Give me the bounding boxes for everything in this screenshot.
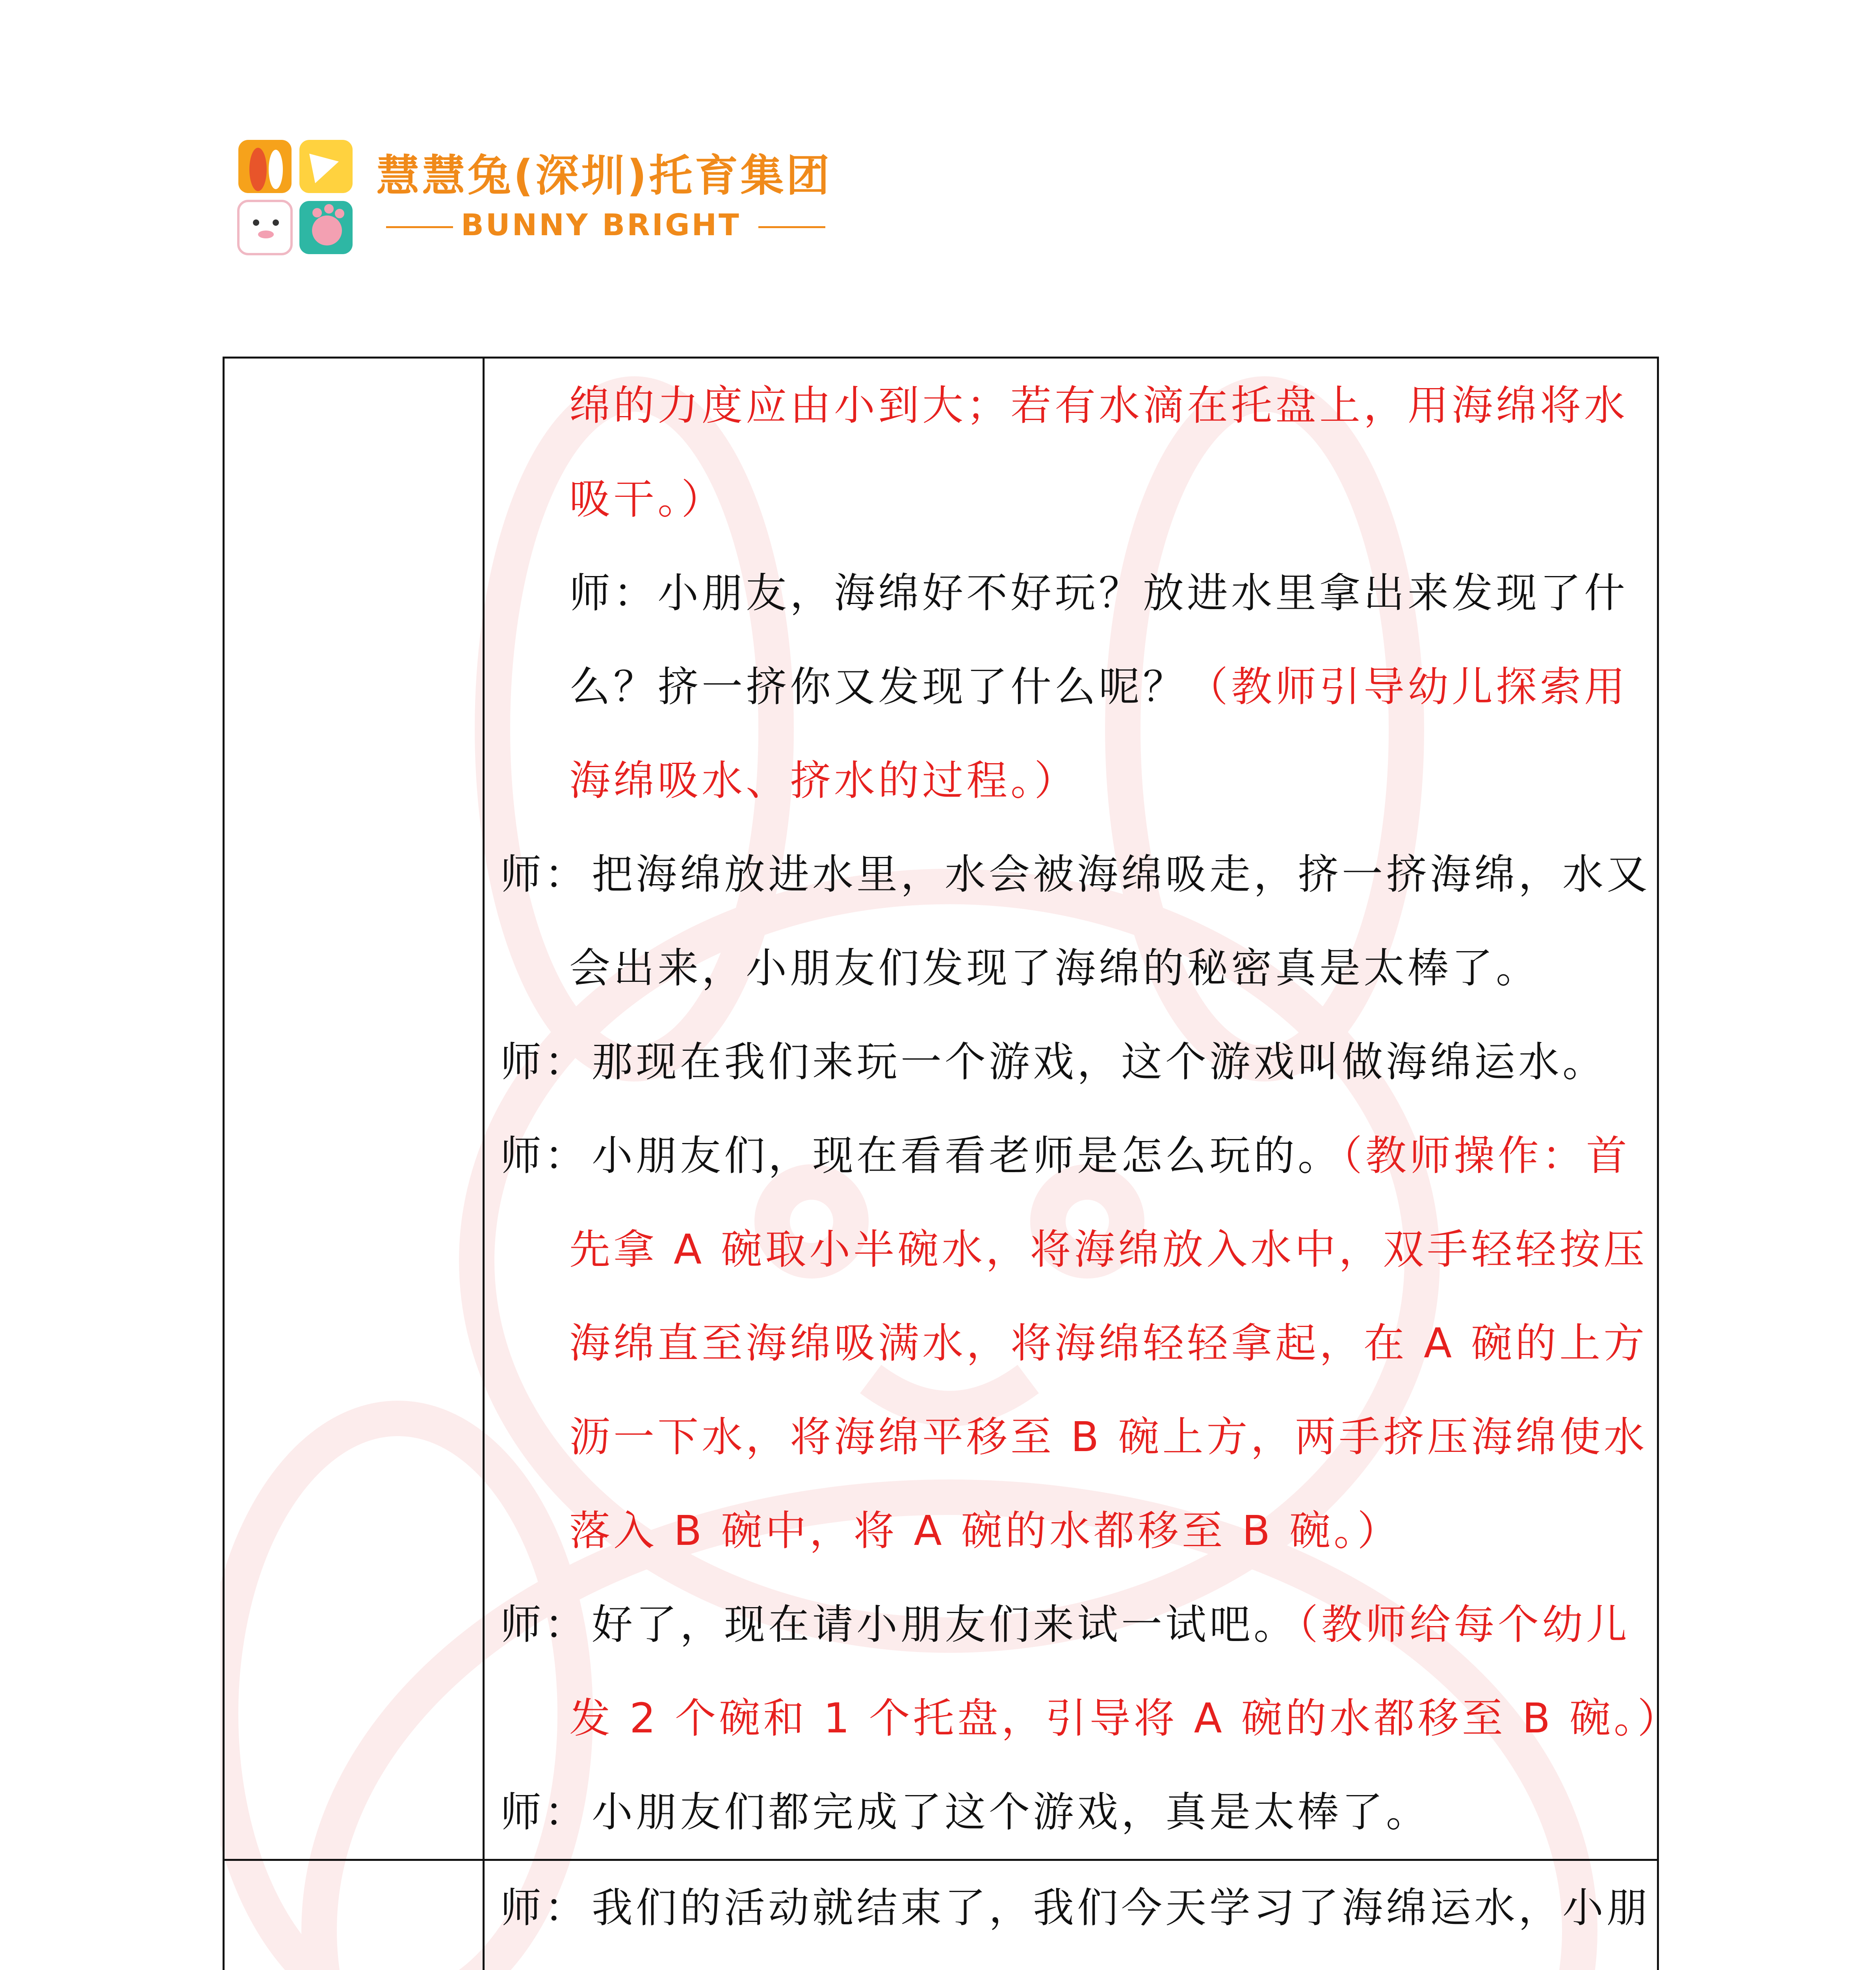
section-label-cell (224, 358, 484, 1860)
text-line: 师：小朋友们都完成了这个游戏，真是太棒了。 (500, 1788, 1430, 1836)
text-line: 师：小朋友，海绵好不好玩？放进水里拿出来发现了什 (569, 569, 1629, 617)
section-label-cell (224, 1860, 484, 1970)
text-line: 落入 B 碗中，将 A 碗的水都移至 B 碗。） (569, 1507, 1402, 1555)
text-line (485, 1955, 1645, 1970)
text-line: 会出来，小朋友们发现了海绵的秘密真是太棒了。 (569, 944, 1540, 992)
brand-header-logo (236, 130, 867, 260)
text-line: 海绵吸水、挤水的过程。） (569, 756, 1079, 805)
table-row (224, 1860, 1658, 1970)
text-line: 海绵直至海绵吸满水，将海绵轻轻拿起，在 A 碗的上方 (569, 1319, 1648, 1367)
text-line: 沥一下水，将海绵平移至 B 碗上方，两手挤压海绵使水 (569, 1413, 1648, 1461)
text-line: 么？挤一挤你又发现了什么呢？（教师引导幼儿探索用 (569, 663, 1629, 711)
text-line: 师：好了，现在请小朋友们来试一试吧。（教师给每个幼儿 (500, 1600, 1631, 1648)
text-line: 先拿 A 碗取小半碗水，将海绵放入水中，双手轻轻按压 (569, 1225, 1648, 1273)
section-content-cell (484, 358, 1682, 1860)
brand-name-en: BUNNY BRIGHT (461, 207, 741, 242)
text-line: 绵的力度应由小到大；若有水滴在托盘上，用海绵将水 (569, 381, 1629, 429)
text-line: 发 2 个碗和 1 个托盘，引导将 A 碗的水都移至 B 碗。） (569, 1694, 1682, 1742)
brand-rule-right (758, 226, 825, 228)
lesson-plan-table (223, 357, 1682, 1970)
text-line: 师：那现在我们来玩一个游戏，这个游戏叫做海绵运水。 (500, 1038, 1607, 1086)
text-line: 师：把海绵放进水里，水会被海绵吸走，挤一挤海绵，水又 (500, 850, 1651, 898)
brand-name-cn: 慧慧兔(深圳)托育集团 (376, 151, 832, 201)
brand-rule-left (386, 226, 453, 228)
text-line: 师：小朋友们，现在看看老师是怎么玩的。（教师操作：首 (500, 1132, 1631, 1180)
section-content-cell (484, 1860, 1658, 1970)
text-line: 师：我们的活动就结束了，我们今天学习了海绵运水，小朋 (500, 1884, 1651, 1932)
text-line: 吸干。） (569, 475, 726, 523)
bunny-logo-icon (236, 138, 355, 256)
table-row (224, 358, 1658, 1860)
